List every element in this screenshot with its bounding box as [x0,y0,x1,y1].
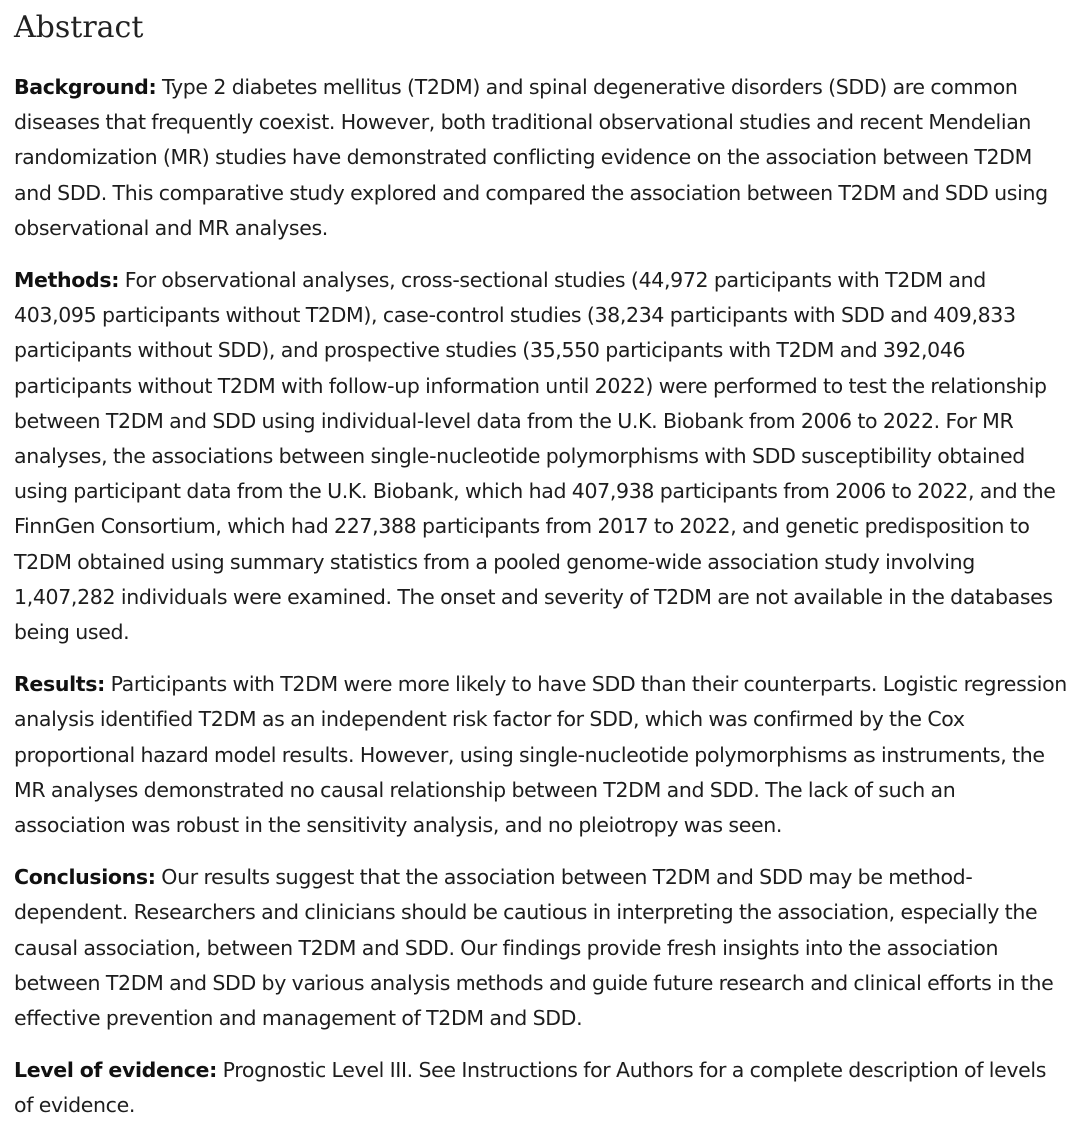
background-text: Type 2 diabetes mellitus (T2DM) and spinal degenerative disorders (SDD) are common diseases that frequently coexist. However, both traditional observational studies and recent Mendelian randomization (MR) studies have demonstrated conflicting evidence on the association between T2DM and SDD. This comparative study explored and compared the association between T2DM and SDD using observational and MR analyses. [14,75,1048,240]
abstract-heading: Abstract [14,10,144,45]
results-paragraph [14,667,1070,843]
level-of-evidence-text: Prognostic Level III. See Instructions for Authors for a complete description of levels of evidence. [14,1058,1047,1118]
background-label: Background: [14,75,157,99]
conclusions-text: Our results suggest that the association between T2DM and SDD may be method-dependent. Researchers and clinicians should be cautious in interpreting the association, especially the causal association, between T2DM and SDD. Our findings provide fresh insights into the association between T2DM and SDD by various analysis methods and guide future research and clinical efforts in the effective prevention and management of T2DM and SDD. [14,865,1054,1031]
conclusions-label: Conclusions: [14,865,156,890]
methods-text: For observational analyses, cross-sectional studies (44,972 participants with T2DM and 403,095 participants without T2DM), case-control studies (38,234 participants with SDD and 409,833 participants without SDD), and prospective studies (35,550 participants with T2DM and 392,046 participants without T2DM with follow-up information until 2022) were performed to test the relationship between T2DM and SDD using individual-level data from the U.K. Biobank from 2006 to 2022. For MR analyses, the associations between single-nucleotide polymorphisms with SDD susceptibility obtained using participant data from the U.K. Biobank, which had 407,938 participants from 2006 to 2022, and the FinnGen Consortium, which had 227,388 participants from 2017 to 2022, and genetic predisposition to T2DM obtained using summary statistics from a pooled genome-wide association study involving 1,407,282 individuals were examined. The onset and severity of T2DM are not available in the databases being used. [14,268,1056,645]
methods-label: Methods: [14,268,120,293]
level-of-evidence-label: Level of evidence: [14,1058,217,1083]
level-of-evidence-paragraph [14,1053,1070,1123]
results-text: Participants with T2DM were more likely to have SDD than their counterparts. Logistic regression analysis identified T2DM as an independent risk factor for SDD, which was confirmed by the Cox proportional hazard model results. However, using single-nucleotide polymorphisms as instruments, the MR analyses demonstrated no causal relationship between T2DM and SDD. The lack of such an association was robust in the sensitivity analysis, and no pleiotropy was seen. [14,672,1067,838]
methods-paragraph [14,263,1070,650]
conclusions-paragraph [14,860,1070,1036]
results-label: Results: [14,672,105,697]
background-paragraph [14,70,1070,246]
